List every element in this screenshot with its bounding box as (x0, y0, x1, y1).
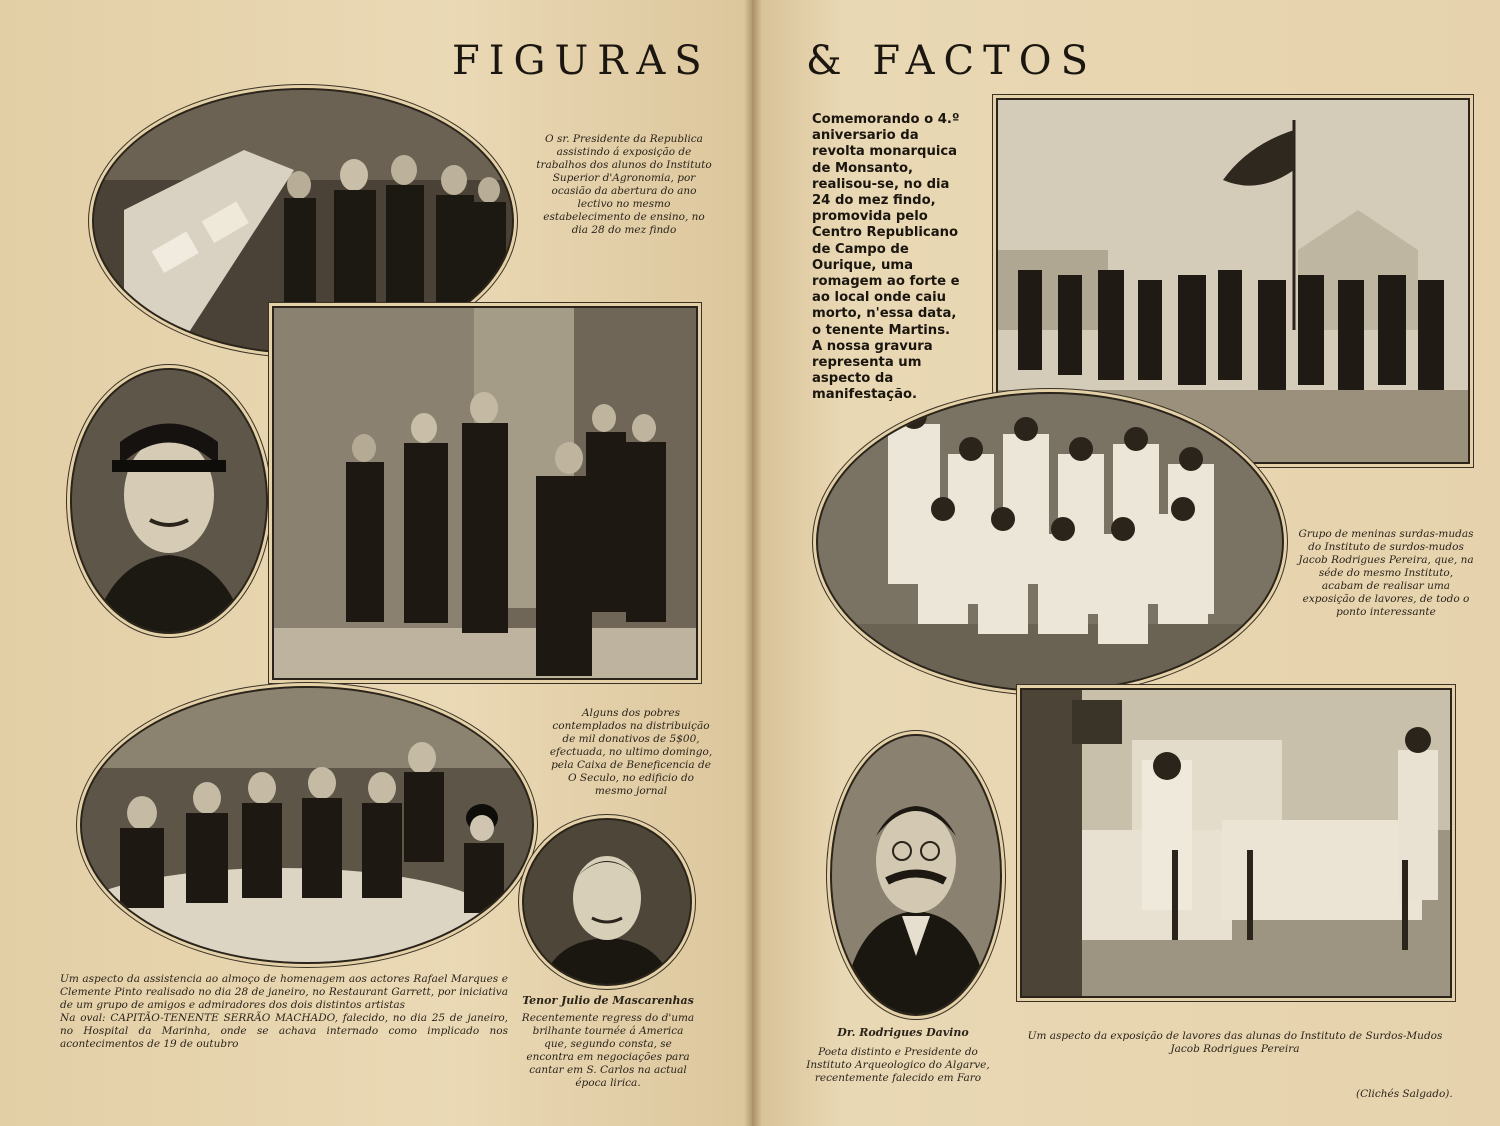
photo-credit: (Clichés Salgado). (1356, 1088, 1453, 1100)
caption-oval (60, 1012, 508, 1051)
caption-president: O sr. Presidente da Republica assistindo á exposição de trabalhos dos alunos do Instituto Superior d'Agronomia, por ocasião da abertura do ano lectivo no mesmo estabelecimento de ensino, no dia 28 do mez findo (536, 133, 712, 236)
title-figuras: FIGURAS (452, 38, 711, 84)
caption-pobres: Alguns dos pobres contemplados na distribuição de mil donativos de 5$00, efectuada, no ultimo domingo, pela Caixa de Beneficencia de O Seculo, no edificio do mesmo jornal (549, 707, 713, 797)
photo-serrao-machado-oval (70, 368, 268, 634)
caption-davino-title: Dr. Rodrigues Davino (837, 1026, 969, 1039)
caption-tenor-title: Tenor Julio de Mascarenhas (522, 994, 694, 1007)
photo-almoco-homenagem (80, 686, 534, 964)
title-factos: & FACTOS (806, 38, 1097, 84)
photo-davino-oval (830, 734, 1002, 1016)
caption-oval-text: falecido, no dia 25 de janeiro, no Hospital da Marinha, onde se achava internado como implicado nos acontecimentos de 19 de outubro (60, 1012, 509, 1050)
caption-lavores: Um aspecto da exposição de lavores das alunas do Instituto de Surdos-Mudos Jacob Rodrigues Pereira (1027, 1030, 1443, 1055)
page-gutter (744, 0, 762, 1126)
caption-oval-name: CAPITÃO-TENENTE SERRÃO MACHADO, (110, 1012, 338, 1024)
caption-meninas: Grupo de meninas surdas-mudas do Instituto de surdos-mudos Jacob Rodrigues Pereira, que, na séde do mesmo Instituto, acabam de realisar uma exposição de lavores, de todo o ponto interessante (1298, 528, 1474, 618)
caption-davino-text: Poeta distinto e Presidente do Instituto Arqueologico do Algarve, recentemente falecido em Faro (806, 1046, 990, 1084)
photo-pobres (272, 306, 698, 680)
caption-tenor-text: Recentemente regress do d'uma brilhante tournée á America que, segundo consta, se encontra em negociações para cantar em S. Carlos na actual época lirica. (521, 1012, 695, 1089)
caption-almoco: Um aspecto da assistencia ao almoço de homenagem aos actores Rafael Marques e Clemente Pinto realisado no dia 28 de janeiro, no Restaurant Garrett, por iniciativa de um grupo de amigos e admiradores dos dois distintos artistas (60, 973, 508, 1011)
text-monsanto: Comemorando o 4.º aniversario da revolta monarquica de Monsanto, realisou-se, no dia 24 do mez findo, promovida pelo Centro Republicano de Campo de Ourique, uma romagem ao forte e ao local onde caiu morto, n'essa data, o tenente Martins. A nossa gravura representa um aspecto da manifestação. (812, 112, 960, 403)
caption-oval-prefix: Na oval: (60, 1012, 106, 1024)
photo-meninas-surdas-mudas (816, 392, 1284, 692)
photo-lavores-exhibition (1020, 688, 1452, 998)
photo-tenor-oval (522, 818, 692, 986)
